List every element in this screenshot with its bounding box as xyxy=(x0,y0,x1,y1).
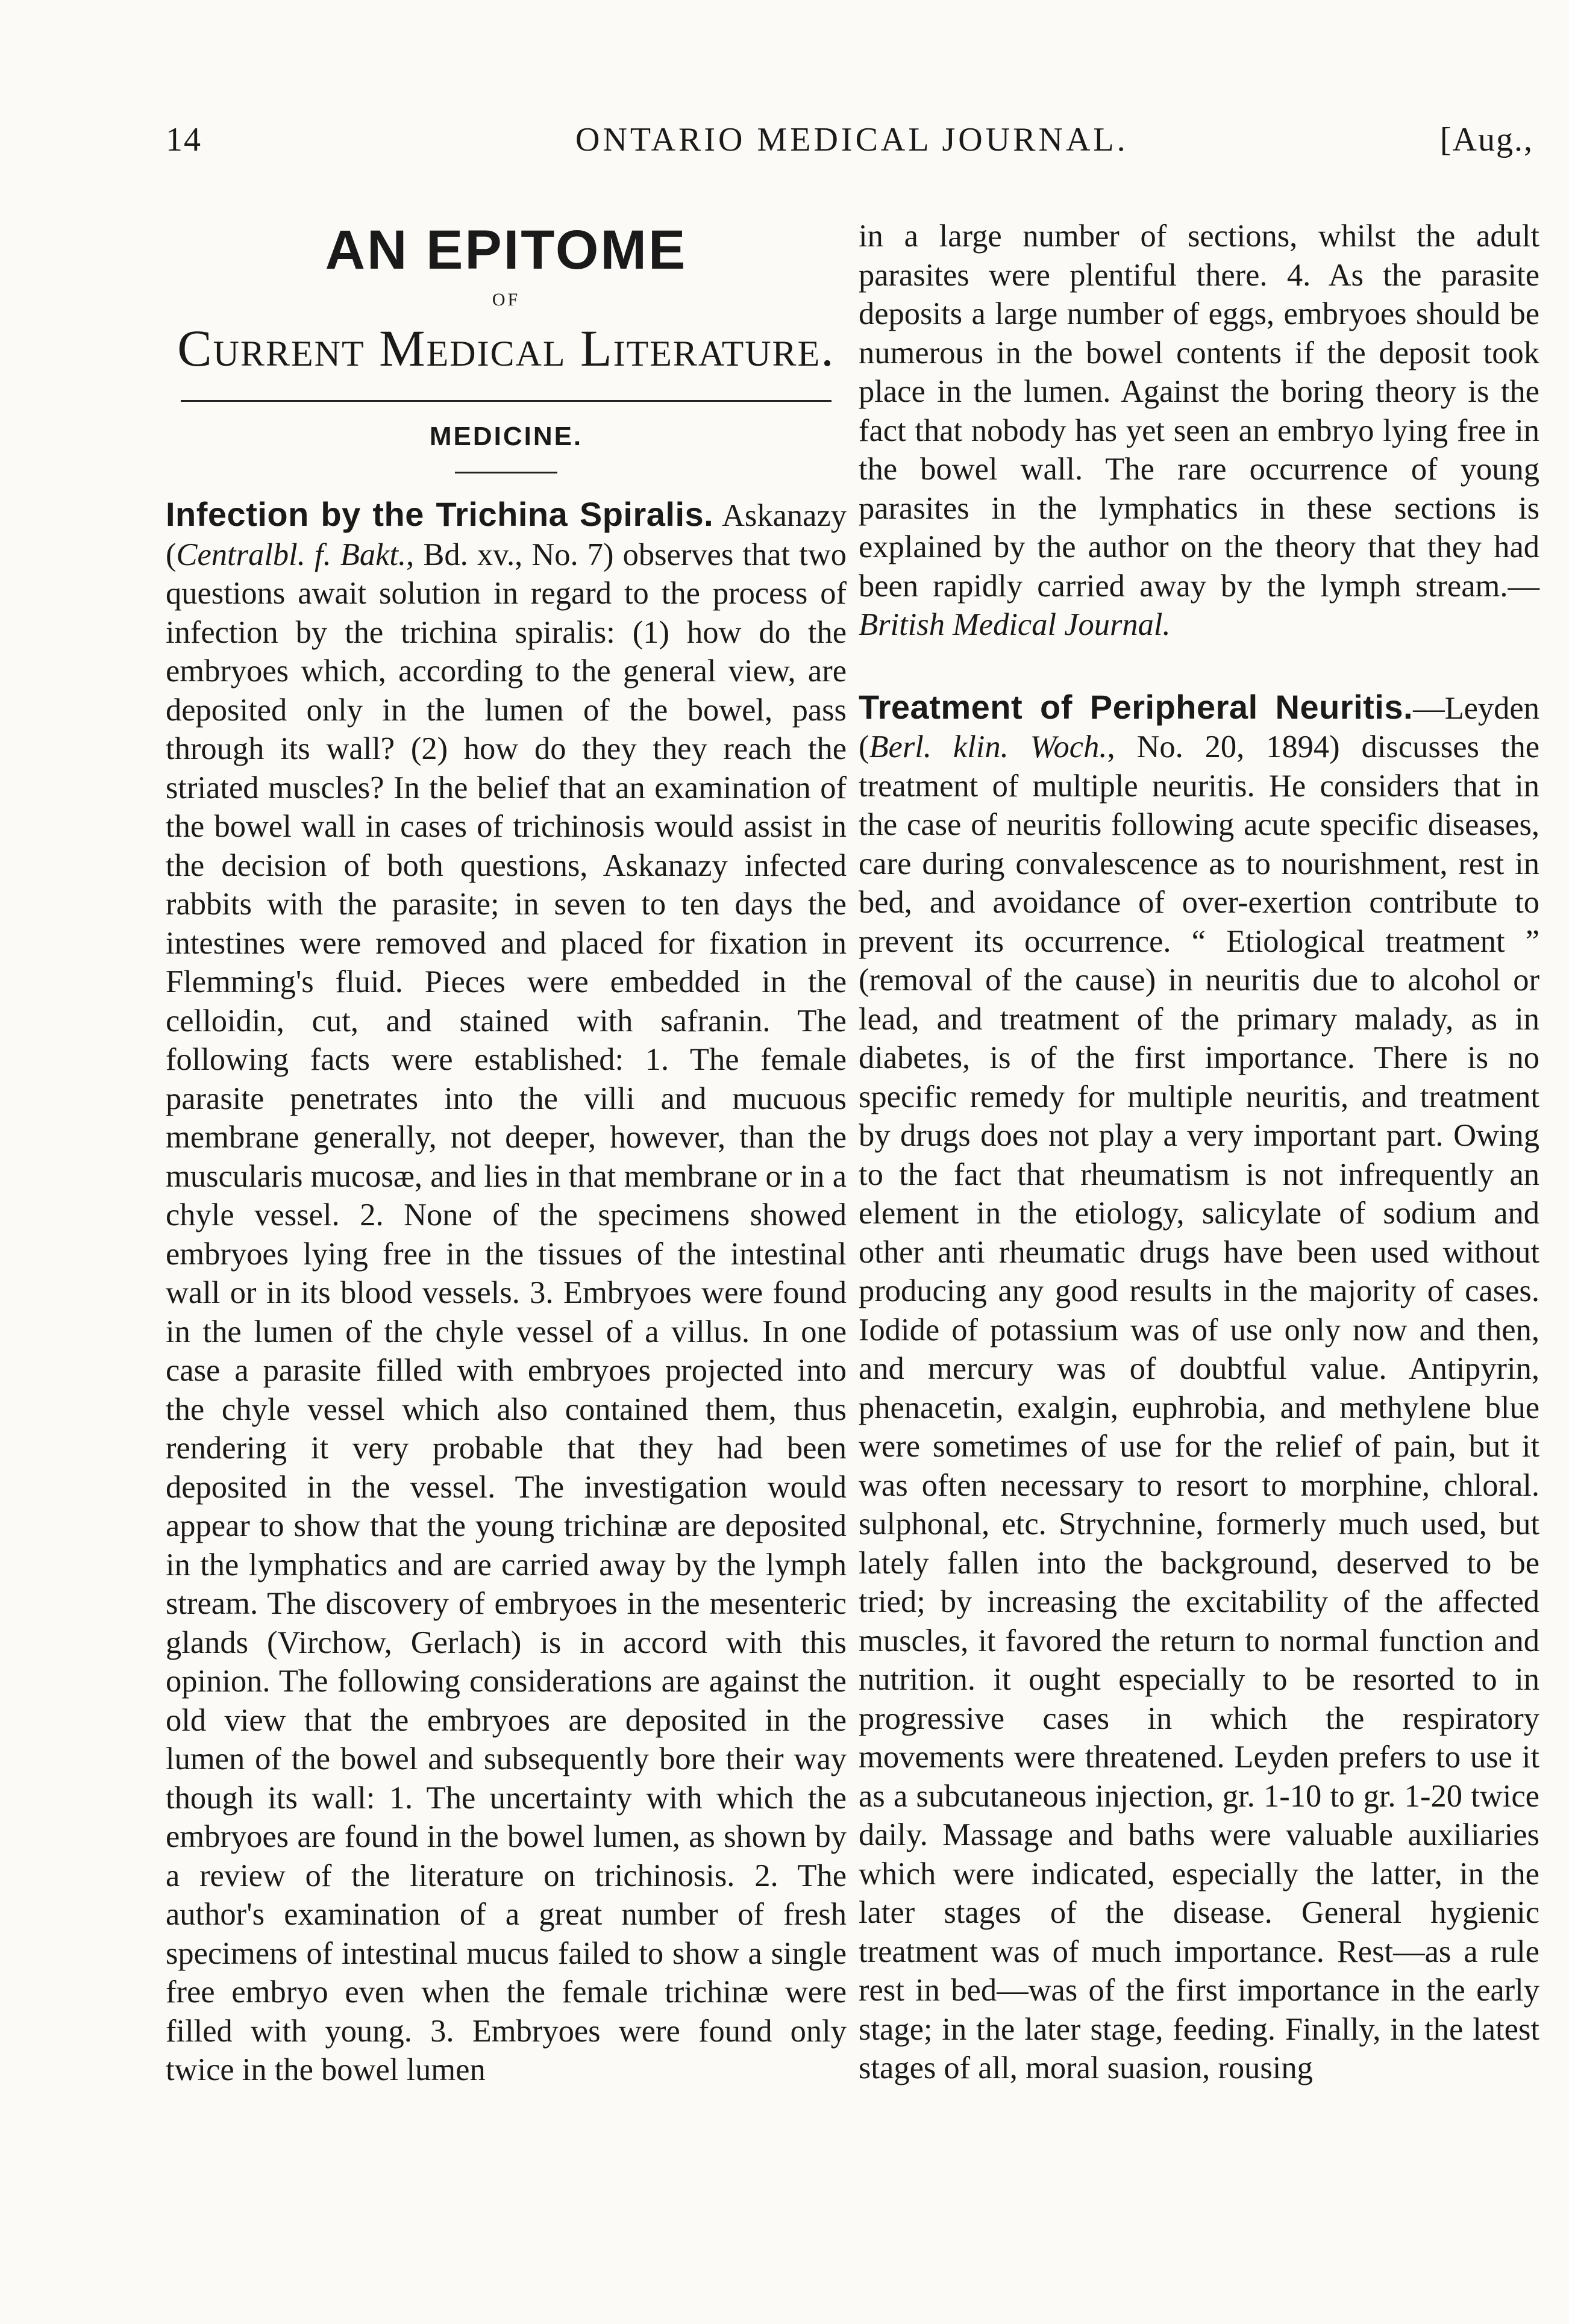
article-author-trichina: Askanazy ( xyxy=(166,498,847,572)
article-credit-trichina: British Medical Journal. xyxy=(859,607,1171,642)
article-title-neuritis: Treatment of Peripheral Neuritis. xyxy=(859,687,1414,726)
left-column xyxy=(166,217,847,2090)
epitome-title: AN EPITOME xyxy=(325,219,687,281)
article-author-neuritis: —Leyden ( xyxy=(859,690,1539,764)
journal-title: ONTARIO MEDICAL JOURNAL. xyxy=(575,121,1129,158)
right-column xyxy=(859,217,1539,2088)
article-body-neuritis: , No. 20, 1894) discusses the treatment of multiple neuritis. He considers that in the case of neuritis following acute specific diseases, care during convalescence as to nourishment, rest in bed, and avoidance of over-exertion contribute to prevent its occurrence. “ Etiological treatment ” (removal of the cause) in neuritis due to alcohol or lead, and treatment of the primary malady, as in diabetes, is of the first importance. There is no specific remedy for multiple neuritis, and treatment by drugs does not play a very important part. Owing to the fact that rheumatism is not infrequently an element in the etiology, salicylate of sodium and other anti rheumatic drugs have been used without producing any good results in the majority of cases. Iodide of potassium was of use only now and then, and mercury was of doubtful value. Antipyrin, phenacetin, exalgin, euphrobia, and methylene blue were sometimes of use for the relief of pain, but it was often necessary to resort to morphine, chloral. sulphonal, etc. Strychnine, formerly much used, but lately fallen into the background, deserved to be tried; by increasing the excitability of the affected muscles, it favored the return to normal function and nutrition. it ought especially to be resorted to in progressive cases in which the respiratory movements were threatened. Leyden prefers to use it as a subcutaneous injection, gr. 1-10 to gr. 1-20 twice daily. Massage and baths were valuable auxiliaries which were indicated, especially the latter, in the later stages of the disease. General hygienic treatment was of much importance. Rest—as a rule rest in bed—was of the first importance in the early stage; in the later stage, feeding. Finally, in the latest stages of all, moral suasion, rousing xyxy=(859,729,1539,2085)
page-number: 14 xyxy=(166,121,202,158)
article-trichina xyxy=(166,495,847,2090)
article-neuritis xyxy=(859,688,1539,2088)
article-source-trichina: Centralbl. f. Bakt. xyxy=(176,537,407,572)
running-head xyxy=(154,120,1558,163)
article-spacer xyxy=(859,645,1539,688)
section-divider xyxy=(455,472,557,473)
issue-month: [Aug., xyxy=(1439,121,1533,158)
epitome-of: OF xyxy=(492,290,521,310)
title-divider xyxy=(181,400,831,402)
epitome-subtitle: Current Medical Literature. xyxy=(177,319,835,377)
article-continuation-trichina: in a large number of sections, whilst the adult parasites were plentiful there. 4. As the parasite deposits a large number of eggs, embryoes should be numerous in the bowel contents if the deposit took place in the lumen. Against the boring theory is the fact that nobody has yet seen an embryo lying free in the bowel wall. The rare occurrence of young parasites in the lymphatics in these sections is explained by the author on the theory that they had been rapidly carried away by the lymph stream.— xyxy=(859,219,1539,604)
section-heading: MEDICINE. xyxy=(429,422,583,451)
article-source-neuritis: Berl. klin. Woch. xyxy=(869,729,1107,764)
article-title-trichina: Infection by the Trichina Spiralis. xyxy=(166,495,714,533)
article-trichina-continued xyxy=(859,217,1539,645)
article-body-trichina: , Bd. xv., No. 7) observes that two questions await solution in regard to the process of infection by the trichina spiralis: (1) how do the embryoes which, according to the general view, are deposited only in the lumen of the bowel, pass through its wall? (2) how do they they reach the striated muscles? In the belief that an examination of the bowel wall in cases of trichinosis would assist in the decision of both questions, Askanazy infected rabbits with the parasite; in seven to ten days the intestines were removed and placed for fixation in Flemming's fluid. Pieces were embedded in the celloidin, cut, and stained with safranin. The following facts were established: 1. The female parasite penetrates into the villi and mucuous membrane generally, not deeper, however, than the muscularis mucosæ, and lies in that membrane or in a chyle vessel. 2. None of the specimens showed embryoes lying free in the tissues of the intestinal wall or in its blood vessels. 3. Embryoes were found in the lumen of the chyle vessel of a villus. In one case a parasite filled with embryoes projected into the chyle vessel which also contained them, thus rendering it very probable that they had been deposited in the vessel. The investigation would appear to show that the young trichinæ are deposited in the lymphatics and are carried away by the lymph stream. The discovery of embryoes in the mesenteric glands (Virchow, Gerlach) is in accord with this opinion. The following considerations are against the old view that the embryoes are deposited in the lumen of the bowel and subsequently bore their way though its wall: 1. The uncertainty with which the embryoes are found in the bowel lumen, as shown by a review of the literature on trichinosis. 2. The author's examination of a great number of fresh specimens of intestinal mucus failed to show a single free embryo even when the female trichinæ were filled with young. 3. Embryoes were found only twice in the bowel lumen xyxy=(166,537,847,2087)
